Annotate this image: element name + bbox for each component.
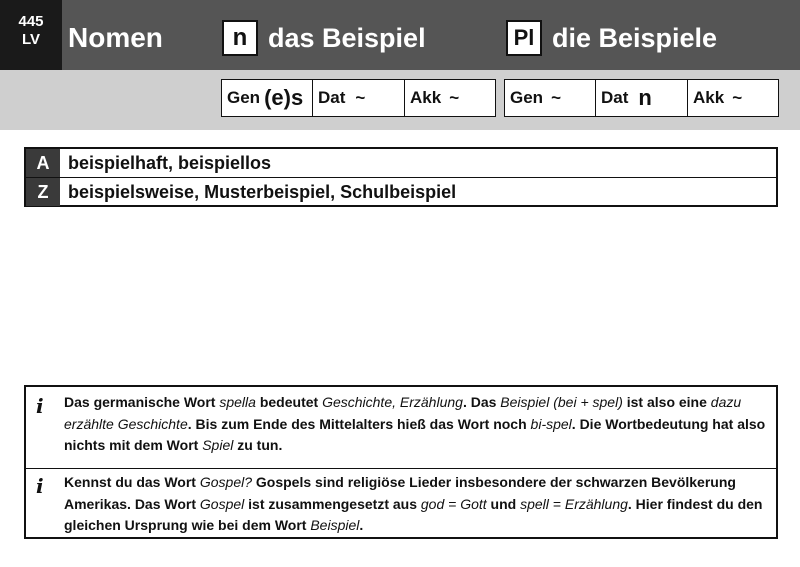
card-id-block xyxy=(0,0,62,70)
case-cell-gen-singular xyxy=(221,79,313,117)
case-table xyxy=(221,79,779,119)
row-label: A xyxy=(26,149,60,177)
related-row-antonyms xyxy=(26,149,776,178)
info-text: Das germanische Wort spella bedeutet Geschichte, Erzählung. Das Beispiel (bei + spel) ist also eine dazu erzählte Geschichte. Bis zum Ende des Mittelalters hieß das Wort noch bi-spel. Die Wortbedeutung hat also nichts mit dem Wort Spiel zu tun. xyxy=(64,394,766,453)
case-label: Akk xyxy=(410,88,442,107)
case-ending: n xyxy=(638,85,652,110)
card-number: 445 xyxy=(18,13,44,30)
case-label: Akk xyxy=(693,88,725,107)
row-label: Z xyxy=(26,178,60,206)
case-cell-gen-plural xyxy=(504,79,596,117)
case-cell-dat-singular xyxy=(313,79,405,117)
case-ending: ~ xyxy=(355,88,366,107)
info-note-gospel xyxy=(26,468,776,537)
word-type: Nomen xyxy=(68,22,163,53)
row-text: beispielhaft, beispiellos xyxy=(68,152,272,173)
case-ending: ~ xyxy=(732,88,743,107)
info-note-etymology xyxy=(26,392,776,457)
row-text: beispielsweise, Musterbeispiel, Schulbeispiel xyxy=(68,181,457,202)
case-ending: (e)s xyxy=(264,85,304,110)
related-words-table xyxy=(24,147,778,207)
case-label: Dat xyxy=(601,88,629,107)
plural-badge: Pl xyxy=(506,20,542,56)
plural-form: die Beispiele xyxy=(552,23,718,53)
singular-form: das Beispiel xyxy=(268,23,426,53)
case-cell-akk-plural xyxy=(688,79,779,117)
card-level: LV xyxy=(21,31,41,48)
case-label: Gen xyxy=(510,88,544,107)
case-label: Gen xyxy=(227,88,261,107)
info-icon: i xyxy=(36,474,44,498)
info-box xyxy=(24,385,778,539)
related-row-compounds xyxy=(26,178,776,206)
case-ending: ~ xyxy=(551,88,561,107)
info-icon: i xyxy=(36,394,44,418)
case-cell-dat-plural xyxy=(596,79,688,117)
case-ending: ~ xyxy=(449,88,460,107)
singular-badge: n xyxy=(222,20,258,56)
case-label: Dat xyxy=(318,88,346,107)
info-text: Kennst du das Wort Gospel? Gospels sind religiöse Lieder insbesondere der schwarzen Bevölkerung Amerikas. Das Wort Gospel ist zusammengesetzt aus god = Gott und spell = Erzählung. Hier findest du den gleichen Ursprung wie bei dem Wort Beispiel. xyxy=(64,474,763,533)
case-cell-akk-singular xyxy=(405,79,496,117)
